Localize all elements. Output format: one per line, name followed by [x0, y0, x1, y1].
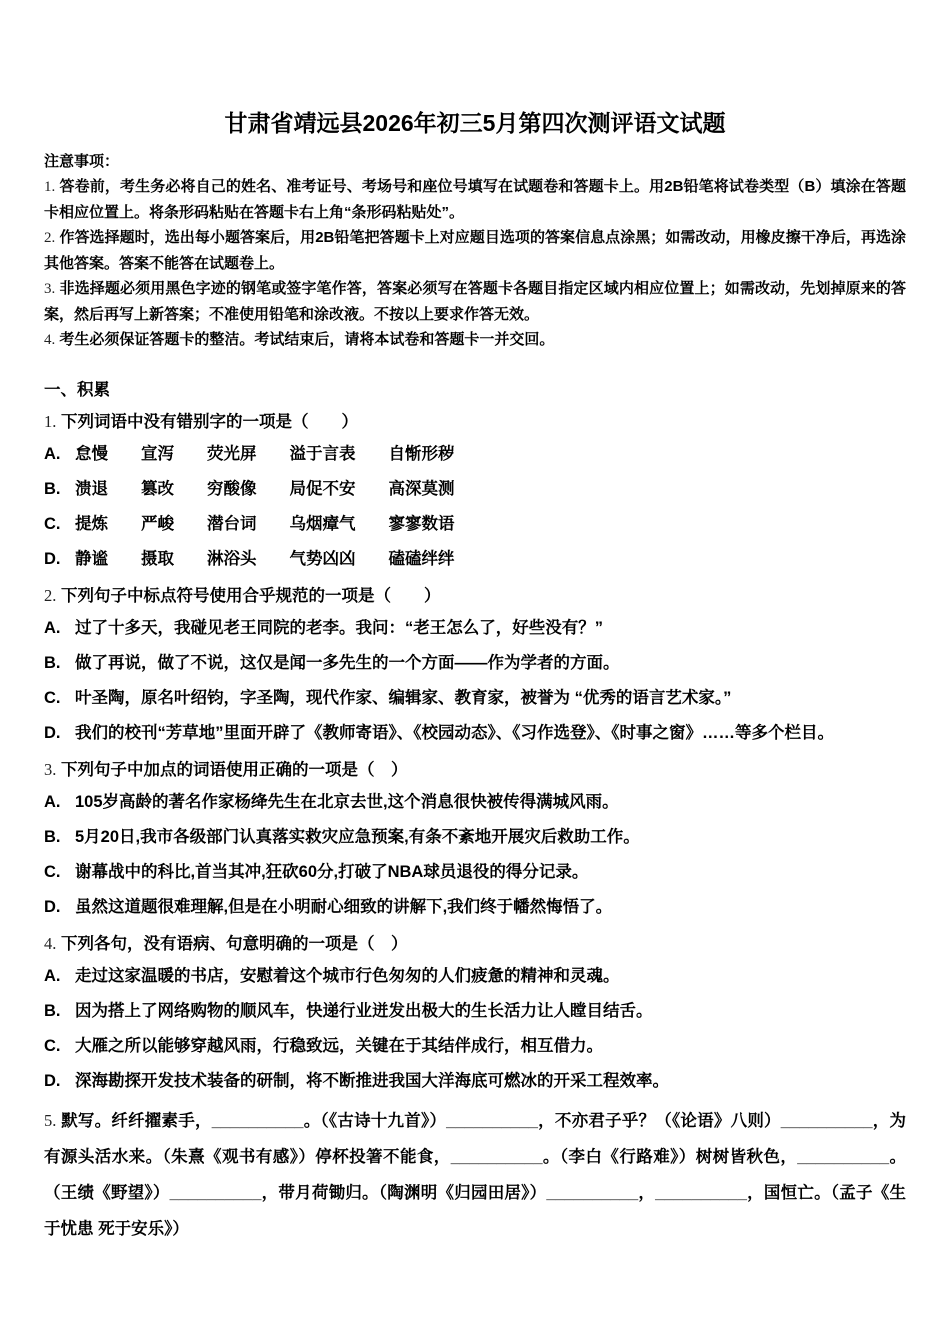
option-text: 深海勘探开发技术装备的研制，将不断推进我国大洋海底可燃冰的开采工程效率。 — [75, 1072, 669, 1090]
option-label: C. — [44, 1037, 61, 1055]
word-item: 穷酸像 — [207, 480, 257, 498]
question-1-stem — [44, 407, 906, 437]
word-item: 自惭形秽 — [388, 445, 455, 463]
notice-item-text: 考生必须保证答题卡的整洁。考试结束后，请将本试卷和答题卡一并交回。 — [59, 331, 555, 348]
option-label: A. — [44, 967, 61, 985]
question-4 — [44, 929, 906, 1099]
question-stem-text: 下列词语中没有错别字的一项是（ ） — [60, 413, 358, 431]
word-item: 淋浴头 — [207, 550, 257, 568]
dictation-text: 默写。纤纤擢素手，__________。（《古诗十九首》）__________，不亦君子乎？（《论语》八则）__________，为有源头活水来。（朱熹《观书有感》）停杯投箸不能食，__________。（李白《行路难》）树树皆秋色，__________。（王绩《野望》）__________，带月荷锄归。（陶渊明《归园田居》）__________，__________，国恒亡。（孟子《生于忧患 死于安乐》） — [44, 1112, 906, 1238]
option-label: D. — [44, 550, 61, 568]
word-item: 寥寥数语 — [388, 515, 455, 533]
question-4-option-c — [44, 1029, 906, 1064]
notice-item-number: 2. — [44, 230, 56, 246]
option-text: 105岁高龄的著名作家杨绛先生在北京去世,这个消息很快被传得满城风雨。 — [75, 793, 619, 811]
option-text: 虽然这道题很难理解,但是在小明耐心细致的讲解下,我们终于幡然悔悟了。 — [75, 898, 613, 916]
option-text: 谢幕战中的科比,首当其冲,狂砍60分,打破了NBA球员退役的得分记录。 — [75, 863, 589, 881]
option-text: 叶圣陶，原名叶绍钧，字圣陶，现代作家、编辑家、教育家，被誉为 “优秀的语言艺术家。” — [75, 689, 732, 707]
word-item: 篡改 — [141, 480, 174, 498]
option-label: C. — [44, 689, 61, 707]
question-3-stem — [44, 755, 906, 785]
question-4-option-a — [44, 959, 906, 994]
question-stem-text: 下列句子中加点的词语使用正确的一项是（ ） — [60, 761, 408, 779]
word-item: 摄取 — [141, 550, 174, 568]
question-4-option-b — [44, 994, 906, 1029]
option-label: B. — [44, 828, 61, 846]
section-heading: 一、积累 — [44, 381, 110, 399]
question-number: 1. — [44, 412, 57, 431]
notice-heading: 注意事项： — [44, 153, 120, 170]
option-label: C. — [44, 515, 61, 533]
option-label: D. — [44, 724, 61, 742]
option-text: 5月20日,我市各级部门认真落实救灾应急预案,有条不紊地开展灾后救助工作。 — [75, 828, 640, 846]
word-item: 磕磕绊绊 — [388, 550, 455, 568]
word-item: 溢于言表 — [289, 445, 356, 463]
question-number: 5. — [44, 1111, 57, 1130]
option-label: A. — [44, 445, 61, 463]
word-item: 静谧 — [75, 550, 108, 568]
question-4-option-d — [44, 1064, 906, 1099]
option-text: 我们的校刊“芳草地”里面开辟了《教师寄语》、《校园动态》、《习作选登》、《时事之窗》……等多个栏目。 — [75, 724, 834, 742]
option-text: 因为搭上了网络购物的顺风车，快递行业迸发出极大的生长活力让人瞠目结舌。 — [75, 1002, 653, 1020]
question-stem-text: 下列句子中标点符号使用合乎规范的一项是（ ） — [60, 587, 441, 605]
notice-section — [44, 150, 906, 353]
word-item: 宣泻 — [141, 445, 174, 463]
question-1-option-c — [44, 507, 906, 542]
notice-item — [44, 276, 906, 327]
word-item: 提炼 — [75, 515, 108, 533]
question-2 — [44, 581, 906, 751]
question-1-option-b — [44, 472, 906, 507]
question-stem-text: 下列各句，没有语病、句意明确的一项是（ ） — [60, 935, 408, 953]
word-item: 气势凶凶 — [289, 550, 356, 568]
question-1 — [44, 407, 906, 577]
word-item: 荧光屏 — [207, 445, 257, 463]
page-title: 甘肃省靖远县2026年初三5月第四次测评语文试题 — [224, 110, 726, 136]
option-text: 做了再说，做了不说，这仅是闻一多先生的一个方面——作为学者的方面。 — [75, 654, 620, 672]
option-label: B. — [44, 654, 61, 672]
notice-item-number: 1. — [44, 179, 56, 195]
question-2-option-b — [44, 646, 906, 681]
question-5-text — [44, 1103, 906, 1247]
question-1-option-d — [44, 542, 906, 577]
word-item: 溃退 — [75, 480, 108, 498]
question-3-option-c — [44, 855, 906, 890]
word-item: 严峻 — [141, 515, 174, 533]
question-3-option-a — [44, 785, 906, 820]
notice-item — [44, 225, 906, 276]
option-label: D. — [44, 1072, 61, 1090]
word-item: 乌烟瘴气 — [289, 515, 356, 533]
word-item: 高深莫测 — [388, 480, 455, 498]
notice-item-text: 作答选择题时，选出每小题答案后，用2B铅笔把答题卡上对应题目选项的答案信息点涂黑；如需改动，用橡皮擦干净后，再选涂其他答案。答案不能答在试题卷上。 — [44, 229, 906, 272]
option-label: A. — [44, 619, 61, 637]
question-number: 3. — [44, 760, 57, 779]
word-item: 潜台词 — [207, 515, 257, 533]
question-5 — [44, 1103, 906, 1247]
notice-item-number: 3. — [44, 281, 56, 297]
option-label: A. — [44, 793, 61, 811]
word-item: 怠慢 — [75, 445, 108, 463]
option-label: C. — [44, 863, 61, 881]
notice-item-text: 答卷前，考生务必将自己的姓名、准考证号、考场号和座位号填写在试题卷和答题卡上。用2B铅笔将试卷类型（B）填涂在答题卡相应位置上。将条形码粘贴在答题卡右上角“条形码粘贴处”。 — [44, 178, 907, 221]
question-2-option-d — [44, 716, 906, 751]
notice-item — [44, 327, 906, 353]
option-text: 过了十多天，我碰见老王同院的老李。我问：“老王怎么了，好些没有？” — [75, 619, 603, 637]
notice-item-number: 4. — [44, 332, 56, 348]
question-1-option-a — [44, 437, 906, 472]
notice-item — [44, 174, 906, 225]
question-2-stem — [44, 581, 906, 611]
option-text: 大雁之所以能够穿越风雨，行稳致远，关键在于其结伴成行，相互借力。 — [75, 1037, 603, 1055]
question-2-option-c — [44, 681, 906, 716]
word-item: 局促不安 — [289, 480, 356, 498]
question-3 — [44, 755, 906, 925]
option-label: B. — [44, 480, 61, 498]
option-label: D. — [44, 898, 61, 916]
question-3-option-b — [44, 820, 906, 855]
option-label: B. — [44, 1002, 61, 1020]
notice-item-text: 非选择题必须用黑色字迹的钢笔或签字笔作答，答案必须写在答题卡各题目指定区域内相应位置上；如需改动，先划掉原来的答案，然后再写上新答案；不准使用铅笔和涂改液。不按以上要求作答无效。 — [44, 280, 906, 323]
question-4-stem — [44, 929, 906, 959]
question-number: 4. — [44, 934, 57, 953]
option-text: 走过这家温暖的书店，安慰着这个城市行色匆匆的人们疲惫的精神和灵魂。 — [75, 967, 620, 985]
question-number: 2. — [44, 586, 57, 605]
question-3-option-d — [44, 890, 906, 925]
question-2-option-a — [44, 611, 906, 646]
